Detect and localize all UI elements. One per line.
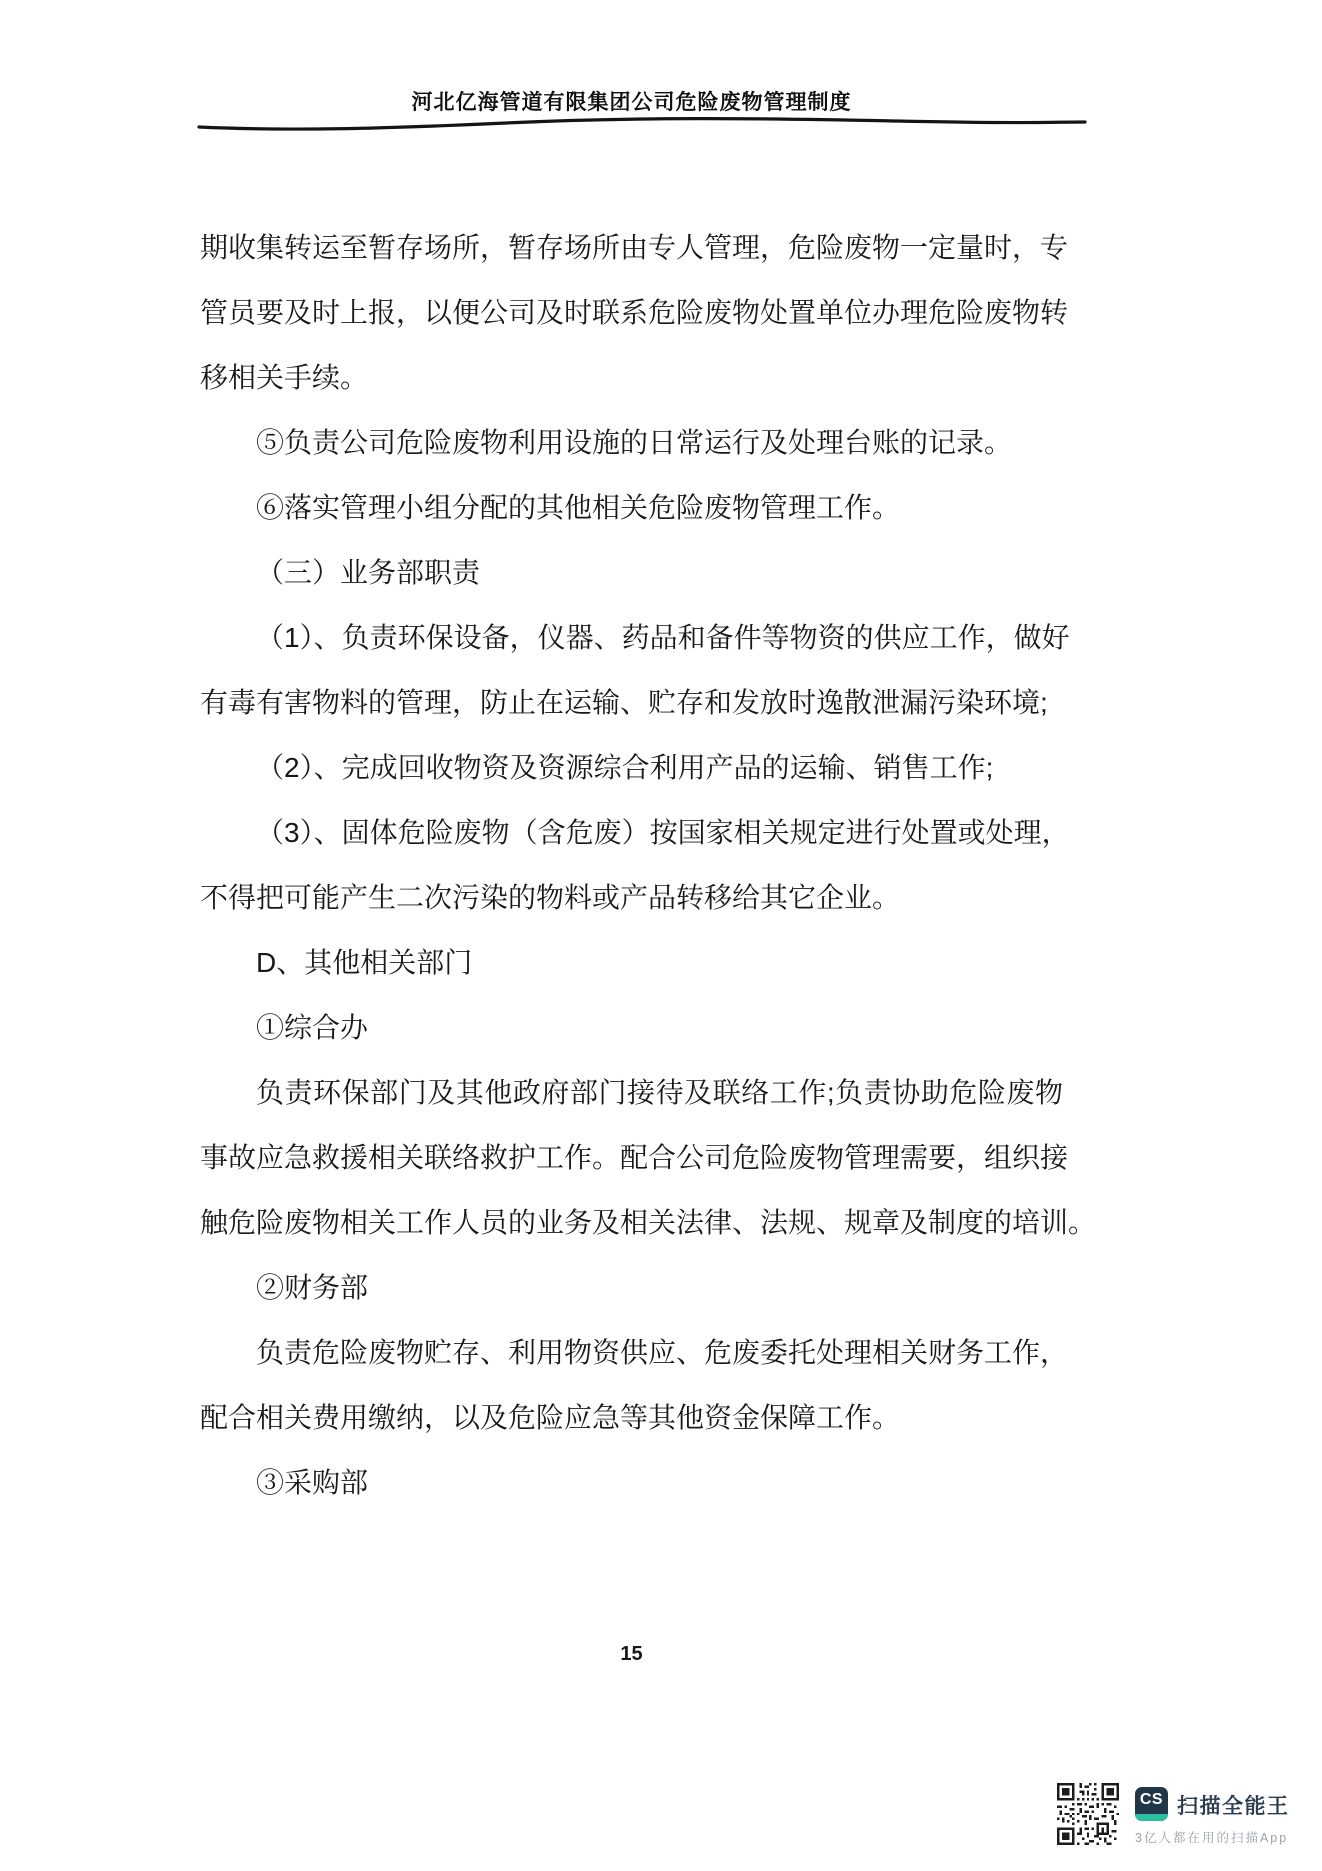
doc-line: D、其他相关部门 [256,947,473,978]
document-body [200,215,1097,1515]
doc-line: 负责环保部门及其他政府部门接待及联络工作;负责协助危险废物 [256,1077,1063,1108]
doc-line: ①综合办 [256,1012,369,1043]
doc-line: ③采购部 [256,1467,369,1498]
doc-line: 不得把可能产生二次污染的物料或产品转移给其它企业。 [200,882,901,913]
doc-line: （1）、负责环保设备，仪器、药品和备件等物资的供应工作，做好 [256,622,1070,653]
camscanner-logo-text: CS [1139,1791,1164,1808]
header-rule-line [196,110,1088,136]
camscanner-logo-accent [1135,1814,1168,1821]
doc-line: 负责危险废物贮存、利用物资供应、危废委托处理相关财务工作， [256,1337,1069,1368]
doc-line: 触危险废物相关工作人员的业务及相关法律、法规、规章及制度的培训。 [200,1207,1097,1238]
doc-line: （2）、完成回收物资及资源综合利用产品的运输、销售工作; [256,752,994,783]
page-header-title: 河北亿海管道有限集团公司危险废物管理制度 [411,91,852,114]
doc-line: 移相关手续。 [200,362,369,393]
doc-line: ⑤负责公司危险废物利用设施的日常运行及处理台账的记录。 [256,427,1013,458]
doc-line: 期收集转运至暂存场所，暂存场所由专人管理，危险废物一定量时，专 [200,232,1069,263]
doc-line: 管员要及时上报，以便公司及时联系危险废物处置单位办理危险废物转 [200,297,1069,328]
camscanner-tagline: 3亿人都在用的扫描App [1135,1831,1289,1845]
qr-code-icon [1057,1782,1119,1846]
doc-line: 配合相关费用缴纳，以及危险应急等其他资金保障工作。 [200,1402,901,1433]
doc-line: （三）业务部职责 [256,557,481,588]
camscanner-logo-icon [1135,1787,1168,1821]
doc-line: ②财务部 [256,1272,369,1303]
doc-line: 事故应急救援相关联络救护工作。配合公司危险废物管理需要，组织接 [200,1142,1069,1173]
page-number: 15 [620,1643,643,1665]
doc-line: ⑥落实管理小组分配的其他相关危险废物管理工作。 [256,492,901,523]
doc-line: （3）、固体危险废物（含危废）按国家相关规定进行处置或处理， [256,817,1070,848]
doc-line: 有毒有害物料的管理，防止在运输、贮存和发放时逸散泄漏污染环境; [200,687,1048,718]
camscanner-app-name: 扫描全能王 [1177,1795,1290,1818]
